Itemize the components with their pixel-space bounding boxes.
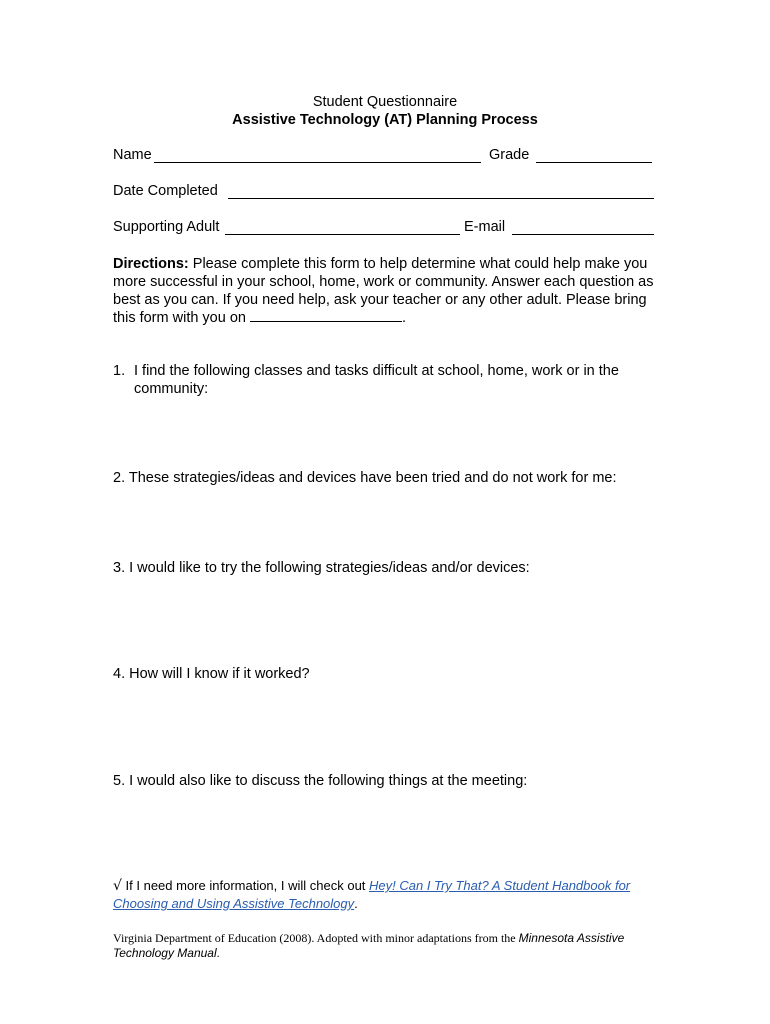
grade-label: Grade [489,147,530,163]
supporting-adult-label: Supporting Adult [113,219,220,235]
checkmark-icon: √ [113,878,122,894]
email-label: E-mail [464,219,506,235]
more-info-suffix: . [354,896,358,911]
page-subtitle: Assistive Technology (AT) Planning Process [232,112,538,128]
question-text: I would like to try the following strategies/ideas and/or devices: [129,560,530,576]
email-field[interactable] [512,234,654,235]
more-info-prefix: If I need more information, I will check out [121,878,370,893]
date-completed-label: Date Completed [113,183,218,199]
question-number: 3. [113,560,126,576]
citation [113,931,673,961]
question-number: 4. [113,666,126,682]
directions-text: Please complete this form to help determine what could help make you more successful in your school, home, work or community. Answer each question as best as you can. If you need help, ask your teacher or any other adult. Please bring this form with you on [113,256,654,326]
question-text: I find the following classes and tasks difficult at school, home, work or in the community: [134,363,619,397]
question-number: 2. [113,470,126,486]
citation-text: Virginia Department of Education (2008). Adopted with minor adaptations from the [113,931,519,945]
citation-end: . [216,946,220,960]
question-number: 5. [113,773,126,789]
question-text: These strategies/ideas and devices have been tried and do not work for me: [128,470,617,486]
name-field[interactable] [154,162,481,163]
student-handbook-link[interactable]: Hey! Can I Try That? A Student Handbook for Choosing and Using Assistive Technology [113,878,631,911]
date-completed-field[interactable] [228,198,654,199]
more-info-paragraph [113,877,673,912]
directions-label: Directions: [113,256,189,272]
answer-area-1[interactable] [113,400,653,460]
answer-area-3[interactable] [113,582,653,657]
question-4 [113,665,310,683]
answer-area-2[interactable] [113,492,653,552]
directions-end: . [402,310,407,326]
grade-field[interactable] [536,162,652,163]
question-2 [113,469,617,487]
question-text: How will I know if it worked? [129,666,310,682]
answer-area-5[interactable] [113,795,653,865]
question-3 [113,559,530,577]
supporting-adult-field[interactable] [225,234,460,235]
directions-paragraph [113,255,658,327]
name-label: Name [113,147,152,163]
question-number: 1. [113,363,126,379]
meeting-date-field[interactable] [250,309,402,322]
page-title: Student Questionnaire [312,94,458,110]
question-text: I would also like to discuss the following things at the meeting: [129,773,528,789]
citation-title: Minnesota Assistive Technology Manual [113,931,625,960]
answer-area-4[interactable] [113,688,653,763]
question-5 [113,772,527,790]
